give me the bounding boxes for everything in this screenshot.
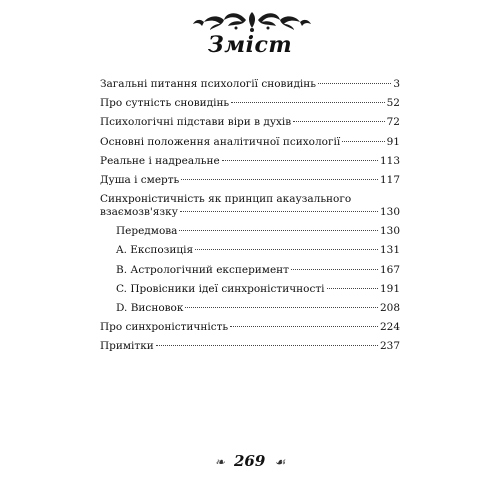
toc-leader-dots <box>180 211 378 212</box>
toc-entry-label: Психологічні підстави віри в духів <box>100 116 292 129</box>
toc-entry-page: 72 <box>386 116 400 129</box>
toc-entry-label-line1: Синхроністичність як принцип акаузального <box>100 193 352 206</box>
toc-leader-dots <box>195 249 378 250</box>
toc-entry-page: 117 <box>379 173 400 186</box>
toc-leader-dots <box>293 121 384 122</box>
toc-entry-label: Загальні питання психології сновидінь <box>100 78 316 90</box>
toc-leader-dots <box>185 307 378 308</box>
toc-entry-page: 130 <box>379 206 400 219</box>
toc-subentry[interactable] <box>100 225 400 244</box>
toc-entry[interactable] <box>100 155 400 174</box>
toc-entry-page: 52 <box>386 97 400 110</box>
toc-leader-dots <box>230 326 378 327</box>
page-number: 269 <box>233 452 266 470</box>
toc-entry-page: 130 <box>379 225 400 238</box>
toc-leader-dots <box>181 179 378 180</box>
toc-leader-dots <box>291 269 378 270</box>
toc-entry-label: Реальне і надреальне <box>100 154 220 167</box>
table-of-contents <box>100 78 400 359</box>
toc-entry[interactable] <box>100 321 400 340</box>
toc-entry[interactable] <box>100 97 400 116</box>
toc-entry-label: Передмова <box>116 225 178 238</box>
toc-leader-dots <box>231 102 384 103</box>
toc-entry[interactable] <box>100 193 400 225</box>
toc-entry-label: B. Астрологічний експеримент <box>116 263 289 276</box>
toc-entry[interactable] <box>100 78 400 97</box>
toc-entry-page: 113 <box>379 154 400 167</box>
toc-entry-page: 237 <box>379 340 400 353</box>
flourish-left-icon: ❧ <box>214 455 225 469</box>
page-footer <box>0 452 500 470</box>
toc-entry-label: Душа і смерть <box>100 173 180 186</box>
toc-entry-page: 167 <box>379 263 400 276</box>
toc-entry-page: 3 <box>393 78 400 90</box>
toc-entry-label: C. Провісники ідеї синхроністичності <box>116 282 325 295</box>
toc-entry-label: Про синхроністичність <box>100 321 229 334</box>
toc-subentry[interactable] <box>100 283 400 302</box>
toc-subentry[interactable] <box>100 302 400 321</box>
flourish-right-icon: ☙ <box>274 455 286 469</box>
toc-leader-dots <box>179 230 378 231</box>
toc-subentry[interactable] <box>100 244 400 263</box>
toc-entry-label-line2: взаємозв'язку <box>100 206 178 219</box>
toc-leader-dots <box>156 345 378 346</box>
toc-entry-page: 191 <box>379 282 400 295</box>
toc-entry-label: A. Експозиція <box>116 244 194 257</box>
toc-entry-label: Основні положення аналітичної психології <box>100 135 341 148</box>
page-title: Зміст <box>207 32 293 58</box>
toc-subentry[interactable] <box>100 264 400 283</box>
toc-leader-dots <box>222 160 378 161</box>
toc-entry-label: Примітки <box>100 340 154 353</box>
toc-leader-dots <box>342 141 384 142</box>
toc-entry-page: 224 <box>379 321 400 334</box>
toc-entry-label: D. Висновок <box>116 301 184 314</box>
toc-entry[interactable] <box>100 174 400 193</box>
toc-entry-page: 131 <box>379 244 400 257</box>
toc-entry[interactable] <box>100 136 400 155</box>
toc-leader-dots <box>327 288 378 289</box>
toc-entry-page: 91 <box>386 135 400 148</box>
toc-entry-page: 208 <box>379 301 400 314</box>
decorative-ornament-icon <box>190 6 315 34</box>
toc-entry[interactable] <box>100 340 400 359</box>
toc-leader-dots <box>318 83 391 84</box>
toc-entry[interactable] <box>100 116 400 135</box>
toc-entry-label: Про сутність сновидінь <box>100 97 230 110</box>
